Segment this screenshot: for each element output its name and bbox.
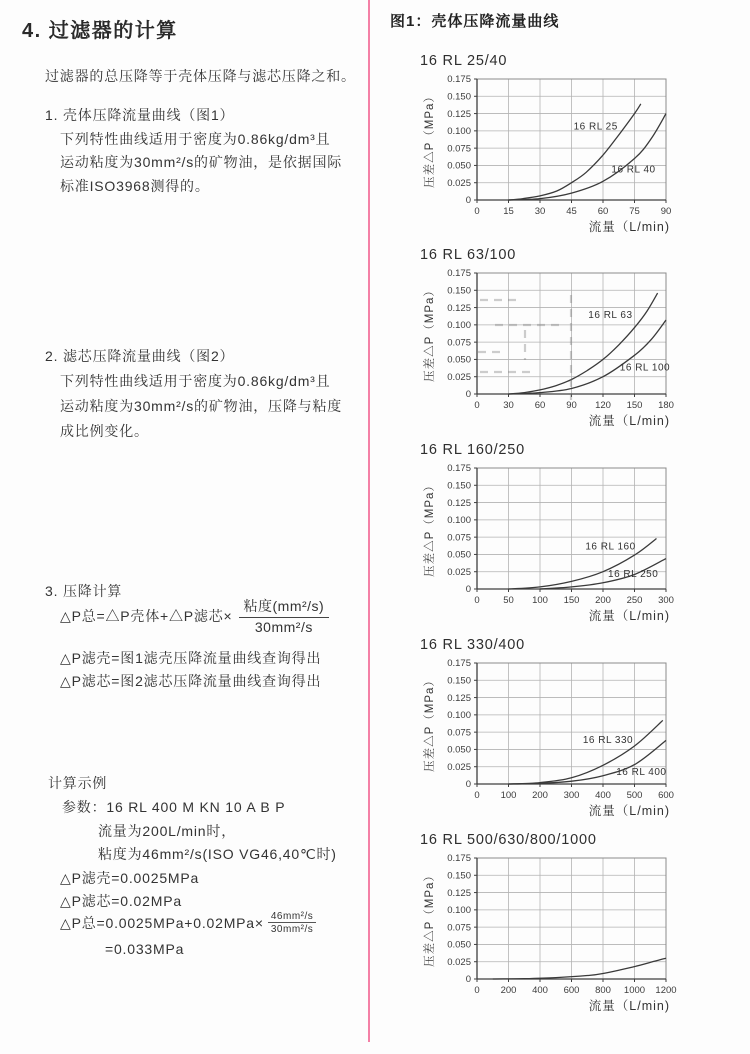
chart-title: 16 RL 330/400: [420, 637, 525, 653]
example-result-shell: △P滤壳=0.0025MPa: [60, 870, 200, 886]
svg-text:0.175: 0.175: [447, 75, 471, 86]
svg-text:0.050: 0.050: [447, 549, 471, 561]
svg-text:0.050: 0.050: [447, 939, 471, 951]
watermark-artifact: [455, 295, 635, 425]
svg-text:300: 300: [658, 595, 674, 606]
svg-text:0.150: 0.150: [447, 870, 471, 882]
svg-text:0.150: 0.150: [447, 285, 471, 297]
curve-label: 16 RL 25: [573, 121, 618, 133]
section-line: 下列特性曲线适用于密度为0.86kg/dm³且: [60, 373, 331, 389]
chart-16-RL-25-40: [420, 53, 730, 237]
x-axis-label: 流量（L/min): [588, 414, 670, 428]
svg-text:0.125: 0.125: [447, 692, 471, 704]
x-axis-label: 流量（L/min): [588, 999, 670, 1013]
chart-grid: [477, 858, 666, 979]
svg-text:250: 250: [626, 595, 643, 606]
svg-text:0.125: 0.125: [447, 108, 471, 120]
svg-text:0.150: 0.150: [447, 91, 471, 103]
pressure-drop-formula: [60, 596, 329, 635]
svg-text:0: 0: [474, 206, 480, 217]
svg-text:200: 200: [532, 790, 548, 801]
y-axis-label: 压差△P（MPa）: [424, 674, 436, 772]
svg-text:0.025: 0.025: [447, 566, 471, 578]
svg-text:0.100: 0.100: [447, 126, 471, 138]
section-line: 运动粘度为30mm²/s的矿物油，是依据国际: [60, 154, 343, 170]
svg-text:0.175: 0.175: [447, 464, 471, 475]
chart-title: 16 RL 500/630/800/1000: [420, 832, 597, 848]
intro-text: 过滤器的总压降等于壳体压降与滤芯压降之和。: [45, 68, 356, 84]
pink-divider-line: [368, 0, 370, 1042]
chart-plot: [420, 75, 730, 237]
example-heading: 计算示例: [48, 775, 108, 791]
charts-column: [420, 0, 740, 1054]
fraction-denominator: 30mm²/s: [254, 619, 313, 635]
svg-text:0.175: 0.175: [447, 269, 471, 280]
chart-title: 16 RL 160/250: [420, 442, 525, 458]
svg-text:400: 400: [595, 790, 611, 801]
example-viscosity: 粘度为46mm²/s(ISO VG46,40℃时): [98, 846, 337, 862]
chart-grid: [477, 663, 666, 784]
svg-text:0: 0: [465, 195, 471, 207]
svg-text:90: 90: [660, 206, 672, 217]
chart-grid: [477, 79, 666, 200]
svg-text:400: 400: [532, 985, 548, 996]
section-line: 成比例变化。: [60, 423, 149, 439]
svg-text:45: 45: [566, 206, 577, 217]
y-axis-label: 压差△P（MPa）: [424, 479, 436, 577]
svg-text:15: 15: [503, 206, 514, 217]
formula-note-shell: △P滤壳=图1滤壳压降流量曲线查询得出: [60, 650, 322, 666]
chart-16-RL-160-250: [420, 442, 730, 626]
svg-text:0.050: 0.050: [447, 354, 471, 366]
svg-text:0: 0: [465, 974, 471, 986]
section-element-curve: [45, 344, 342, 444]
svg-text:0.025: 0.025: [447, 371, 471, 383]
curve-label: 16 RL 250: [608, 569, 659, 581]
svg-text:0.150: 0.150: [447, 675, 471, 687]
fraction-denominator: 30mm²/s: [270, 924, 314, 935]
curve-label: 16 RL 63: [588, 309, 633, 321]
example-parameters: 参数：16 RL 400 M KN 10 A B P: [62, 799, 286, 815]
svg-text:0: 0: [474, 790, 480, 801]
chart-title: 16 RL 25/40: [420, 53, 508, 69]
curve-label: 16 RL 400: [616, 767, 667, 779]
formula-lhs: △P总=△P壳体+△P滤芯×: [60, 607, 233, 624]
svg-text:0.075: 0.075: [447, 727, 471, 739]
svg-text:0.025: 0.025: [447, 177, 471, 189]
chart-16-RL-330-400: [420, 637, 730, 821]
svg-text:0.125: 0.125: [447, 497, 471, 509]
section-line: 标准ISO3968测得的。: [60, 177, 210, 194]
svg-text:0.100: 0.100: [447, 905, 471, 917]
example-flow: 流量为200L/min时，: [98, 823, 236, 839]
svg-text:1000: 1000: [623, 985, 646, 996]
x-axis-label: 流量（L/min): [588, 220, 670, 234]
example-total-result: =0.033MPa: [105, 941, 185, 957]
svg-text:500: 500: [626, 790, 643, 801]
svg-text:30: 30: [534, 206, 546, 217]
formula-fraction: [239, 596, 330, 635]
section-shell-curve: [45, 104, 342, 198]
svg-text:1200: 1200: [655, 985, 677, 996]
curve-label: 16 RL 40: [611, 164, 656, 176]
y-axis-label: 压差△P（MPa）: [424, 869, 436, 967]
svg-text:0: 0: [474, 400, 480, 411]
svg-text:800: 800: [595, 985, 611, 996]
x-axis-label: 流量（L/min): [588, 804, 670, 818]
chart-title: 16 RL 63/100: [420, 247, 517, 263]
svg-text:60: 60: [597, 206, 609, 217]
svg-text:0.075: 0.075: [447, 337, 471, 349]
example-total-lhs: △P总=0.0025MPa+0.02MPa×: [60, 915, 264, 931]
example-total-fraction: [268, 911, 316, 935]
page-title: 4. 过滤器的计算: [22, 20, 178, 42]
section-line: 下列特性曲线适用于密度为0.86kg/dm³且: [60, 130, 331, 147]
y-axis-label: 压差△P（MPa）: [424, 284, 436, 382]
svg-text:0.125: 0.125: [447, 887, 471, 899]
svg-text:30: 30: [503, 400, 514, 411]
svg-text:0.175: 0.175: [447, 854, 471, 865]
svg-text:0: 0: [465, 389, 471, 401]
svg-text:0.150: 0.150: [447, 480, 471, 492]
svg-text:0.050: 0.050: [447, 160, 471, 172]
svg-text:0: 0: [474, 595, 480, 606]
svg-text:100: 100: [532, 595, 548, 606]
curve-label: 16 RL 100: [619, 362, 671, 374]
fraction-numerator: 46mm²/s: [268, 911, 316, 923]
section-heading-calculation: 3. 压降计算: [45, 583, 123, 599]
svg-text:100: 100: [500, 790, 517, 801]
chart-plot: [420, 659, 730, 821]
chart-16-RL-500-630-800-1000: [420, 832, 730, 1016]
example-total-formula: [60, 911, 316, 935]
svg-text:150: 150: [626, 400, 643, 411]
svg-text:0.125: 0.125: [447, 302, 471, 314]
section-heading: 2. 滤芯压降流量曲线（图2）: [45, 348, 235, 364]
svg-text:0.075: 0.075: [447, 143, 471, 155]
svg-text:60: 60: [534, 400, 546, 411]
chart-plot: [420, 464, 730, 626]
y-axis-label: 压差△P（MPa）: [424, 90, 436, 188]
curve-label: 16 RL 330: [582, 735, 634, 747]
svg-text:50: 50: [503, 595, 514, 606]
example-result-element: △P滤芯=0.02MPa: [60, 893, 182, 909]
section-line: 运动粘度为30mm²/s的矿物油，压降与粘度: [60, 398, 343, 414]
svg-text:600: 600: [658, 790, 674, 801]
x-axis-label: 流量（L/min): [588, 609, 670, 623]
svg-text:0.100: 0.100: [447, 320, 471, 332]
chart-plot: [420, 854, 730, 1016]
svg-text:180: 180: [658, 400, 674, 411]
svg-text:0.100: 0.100: [447, 710, 471, 722]
svg-text:0.050: 0.050: [447, 744, 471, 756]
svg-text:200: 200: [500, 985, 517, 996]
svg-text:0: 0: [465, 779, 471, 791]
svg-text:0.100: 0.100: [447, 515, 471, 527]
svg-text:0.025: 0.025: [447, 956, 471, 968]
formula-note-element: △P滤芯=图2滤芯压降流量曲线查询得出: [60, 673, 322, 689]
svg-text:90: 90: [566, 400, 577, 411]
svg-text:200: 200: [595, 595, 611, 606]
fraction-numerator: 粘度(mm²/s): [239, 596, 330, 618]
svg-text:75: 75: [629, 206, 640, 217]
svg-text:600: 600: [563, 985, 580, 996]
chart-curve: [509, 104, 641, 200]
svg-text:150: 150: [563, 595, 580, 606]
svg-text:0: 0: [465, 584, 471, 596]
curve-label: 16 RL 160: [585, 541, 636, 553]
svg-text:0.025: 0.025: [447, 761, 471, 773]
section-heading: 1. 壳体压降流量曲线（图1）: [45, 107, 235, 123]
figure-1-title: 图1：壳体压降流量曲线: [390, 13, 560, 30]
svg-text:120: 120: [595, 400, 611, 411]
svg-text:0.075: 0.075: [447, 922, 471, 934]
svg-text:0.175: 0.175: [447, 659, 471, 670]
svg-text:300: 300: [563, 790, 580, 801]
svg-text:0: 0: [474, 985, 480, 996]
svg-text:0.075: 0.075: [447, 532, 471, 544]
